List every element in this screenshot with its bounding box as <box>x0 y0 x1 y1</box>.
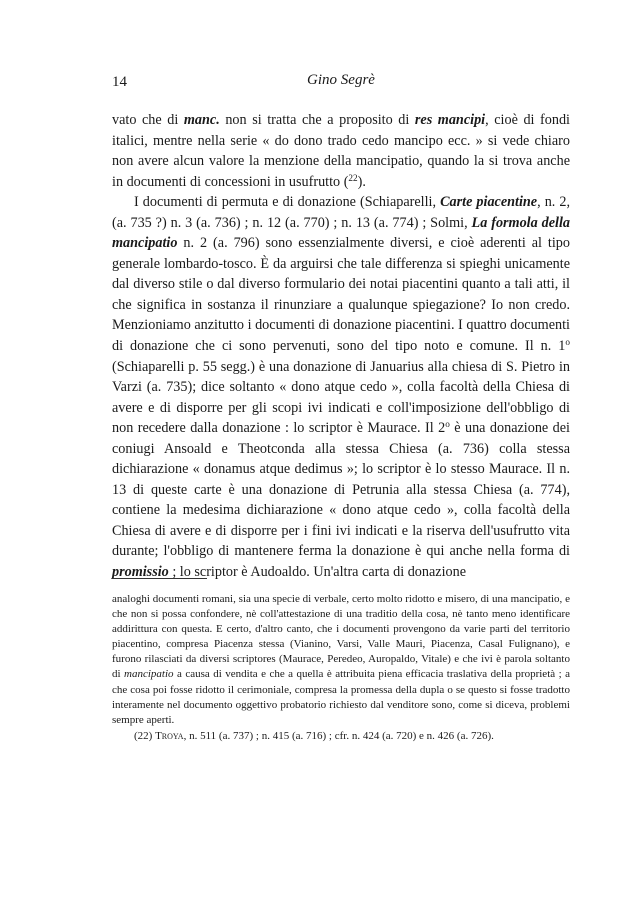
footnote-continuation: analoghi documenti romani, sia una specie di verbale, certo molto ridotto e misero, di una mancipatio, e che non si possa confondere, nè coll'attestazione di una traditio della cosa, nè tanto meno identificare addirittura con questa. E certo, d'altro canto, che i documenti provengono da varie parti del territorio piacentino, compresa Piacenza stessa (Vianino, Varsi, Valle Mauri, Piacenza, Casal Fulignano), e furono rilasciati da diversi scriptores (Maurace, Peredeo, Auropaldo, Vitale) e che ivi è parola soltanto di mancipatio a causa di vendita e che a quella è attribuita piena efficacia traslativa della proprietà ; a che cosa poi fosse ridotto il cerimoniale, compresa la promessa della dupla o se questo si fosse tradotto interamente nel documento oggettivo probatorio richiesto dal venditore sono, come si diceva, problemi sempre aperti. <box>112 593 571 726</box>
page-header <box>112 72 570 96</box>
page-number: 14 <box>112 74 127 90</box>
footnote-22: (22) Troya, n. 511 (a. 737) ; n. 415 (a. 716) ; cfr. n. 424 (a. 720) e n. 426 (a. 726). <box>134 729 494 742</box>
running-head: Gino Segrè <box>307 72 375 88</box>
footnotes <box>112 592 570 744</box>
footnote-separator <box>112 578 207 579</box>
main-text <box>112 110 570 583</box>
footnote-reference: 22 <box>348 172 358 183</box>
paragraph-continuation: vato che di manc. non si tratta che a proposito di res mancipi, cioè di fondi italici, mentre nella serie « do dono trado cedo mancipo ecc. » si vede chiaro non avere alcun valore la menzione della mancipatio, quando la si trova anche in documenti di concessioni in usufrutto ($^{22}$). <box>112 112 570 190</box>
paragraph-donations: I documenti di permuta e di donazione (Schiaparelli, Carte piacentine, n. 2, (a. 735 ?) n. 3 (a. 736) ; n. 12 (a. 770) ; n. 13 (a. 774) ; Solmi, La formola della mancipatio n. 2 (a. 796) sono essenzialmente diversi, e cioè aderenti al tipo generale lombardo-tosco. È da arguirsi che tale differenza si spieghi unicamente dal diverso stile o dal diverso formulario dei notai piacentini quanto a tali atti, il che significa in sostanza il rinunziare a qualunque spiegazione? Io non credo. Menzioniamo anzitutto i documenti di donazione piacentini. I quattro documenti di donazione che ci sono pervenuti, sono del tipo noto e comune. Il n. 1$^o$ (Schiaparelli p. 55 segg.) è una donazione di Januarius alla chiesa di S. Pietro in Varzi (a. 735); dice soltanto « dono atque cedo », colla facoltà della Chiesa di avere e di disporre per gli scopi ivi indicati e coll'imposizione dell'obbligo di non recedere dalla donazione : lo scriptor è Maurace. Il 2$^o$ è una donazione dei coniugi Ansoald e Theotconda alla stessa Chiesa (a. 736) colla stessa dichiarazione « donamus atque dedimus »; lo scriptor è lo stesso Maurace. Il n. 13 di queste carte è una donazione di Petrunia alla stessa Chiesa (a. 774), contiene la medesima dichiarazione « dono atque cedo », colla facoltà della Chiesa di avere e di disporre per i fini ivi indicati e la riserva dell'usufrutto vita durante; l'obbligo di mantenere ferma la donazione è qui anche nella forma di promissio ; lo scriptor è Audoaldo. Un'altra carta di donazione <box>112 194 571 581</box>
